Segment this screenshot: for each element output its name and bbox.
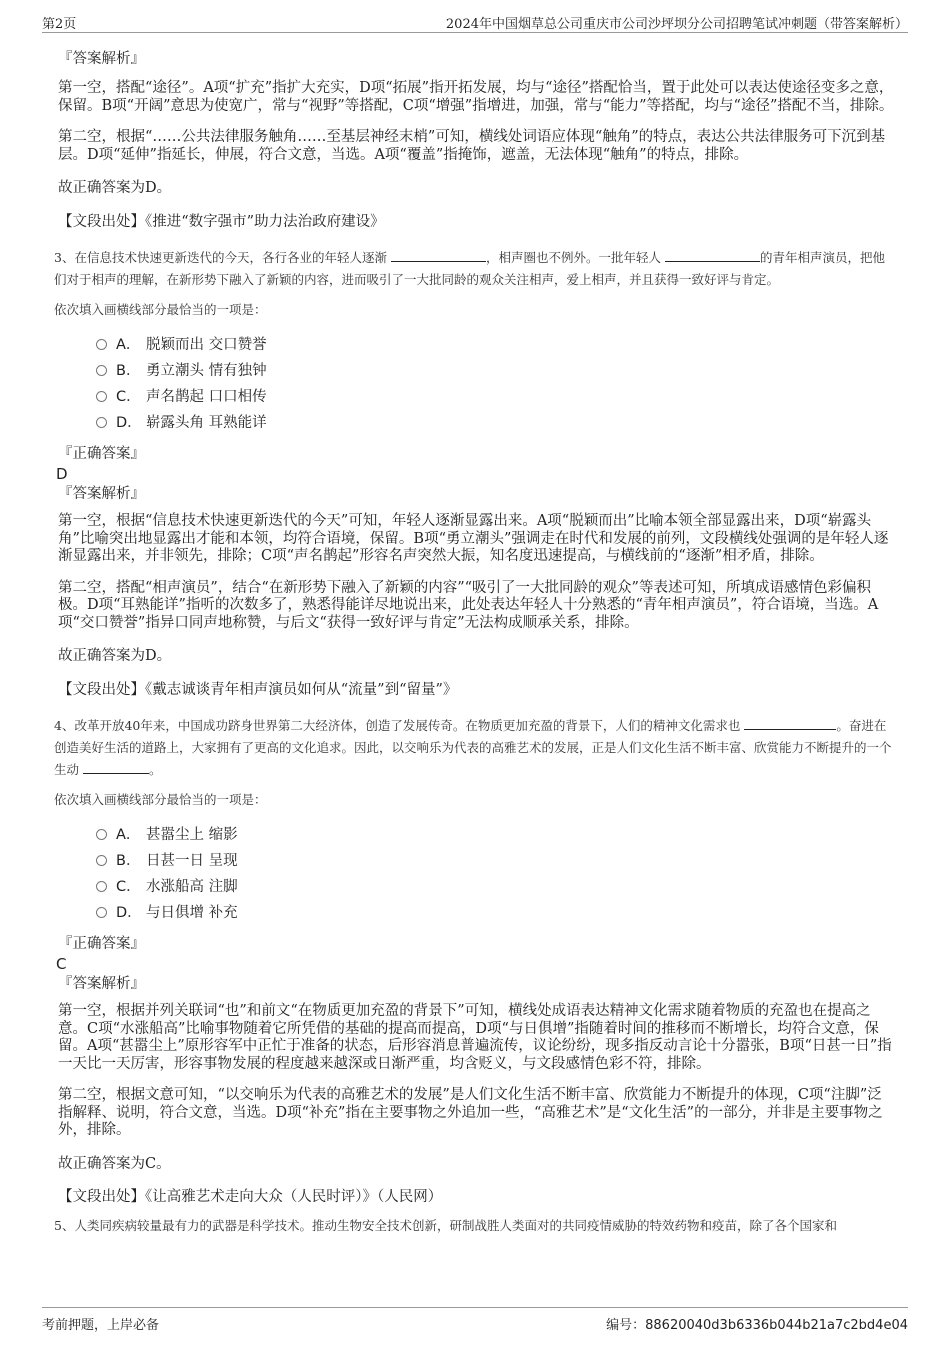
q3-stem bbox=[54, 247, 894, 291]
q3-answer: D bbox=[56, 465, 68, 483]
option-text: 日甚一日 呈现 bbox=[146, 853, 238, 869]
q2-analysis-p2: 第二空，根据“……公共法律服务触角……至基层神经末梢”可知，横线处词语应体现“触角”的特点，表达公共法律服务可下沉到基层。D项“延伸”指延长，伸展，符合文意，当选。A项“覆盖”指掩饰，遮盖，无法体现“触角”的特点，排除。 bbox=[58, 129, 886, 163]
analysis-label: 『答案解析』 bbox=[58, 486, 145, 502]
q3-source-text: 《戴志诚谈青年相声演员如何从“流量”到“留量”》 bbox=[145, 681, 458, 698]
q4-source-text: 《让高雅艺术走向大众（人民时评）》（人民网） bbox=[145, 1189, 443, 1205]
q5-stem: 5、人类同疾病较量最有力的武器是科学技术。推动生物安全技术创新，研制战胜人类面对的共同疫情威胁的特效药物和疫苗，除了各个国家和 bbox=[54, 1217, 837, 1233]
content bbox=[54, 48, 894, 1237]
option-text: 脱颖而出 交口赞誉 bbox=[146, 337, 267, 353]
q2-analysis-p1: 第一空，搭配“途径”。A项“扩充”指扩大充实，D项“拓展”指开拓发展，均与“途径”搭配恰当，置于此处可以表达使途径变多之意，保留。B项“开阔”意思为使宽广，常与“视野”等搭配，C项“增强”指增进，加强，常与“能力”等搭配，均与“途径”搭配不当，排除。 bbox=[58, 80, 894, 114]
q4-instruction: 依次填入画横线部分最恰当的一项是： bbox=[54, 792, 267, 807]
analysis-label: 『答案解析』 bbox=[58, 51, 145, 67]
correct-answer-label: 『正确答案』 bbox=[58, 446, 145, 462]
option-letter: A． bbox=[116, 827, 141, 843]
option-text: 水涨船高 注脚 bbox=[146, 879, 238, 895]
document-id bbox=[606, 1314, 908, 1333]
option-letter: D． bbox=[116, 415, 142, 431]
source-label: 【文段出处】 bbox=[58, 1189, 145, 1205]
q4-answer: C bbox=[56, 955, 67, 973]
q4-blank-2 bbox=[83, 760, 149, 774]
source-label: 【文段出处】 bbox=[58, 681, 145, 698]
document-title: 2024年中国烟草总公司重庆市公司沙坪坝分公司招聘笔试冲刺题（带答案解析） bbox=[445, 17, 908, 32]
radio-icon[interactable] bbox=[96, 391, 107, 402]
source-label: 【文段出处】 bbox=[58, 213, 145, 230]
q4-stem-part-c: 。 bbox=[149, 762, 162, 777]
option-letter: C． bbox=[116, 879, 141, 895]
document-id-label: 编号： bbox=[606, 1318, 646, 1333]
option-letter: B． bbox=[116, 853, 141, 869]
q3-options bbox=[96, 331, 894, 435]
correct-answer-label: 『正确答案』 bbox=[58, 936, 145, 952]
q4-option-c[interactable] bbox=[96, 873, 894, 899]
option-letter: C． bbox=[116, 389, 141, 405]
analysis-label: 『答案解析』 bbox=[58, 976, 145, 992]
q2-conclusion: 故正确答案为D。 bbox=[58, 180, 172, 196]
q3-source bbox=[58, 682, 894, 700]
option-text: 声名鹊起 口口相传 bbox=[146, 389, 267, 405]
option-text: 崭露头角 耳熟能详 bbox=[146, 415, 267, 431]
q3-stem-part-b: ，相声圈也不例外。一批年轻人 bbox=[485, 250, 661, 265]
q4-source bbox=[58, 1189, 894, 1207]
option-letter: B． bbox=[116, 363, 141, 379]
q3-analysis-p1: 第一空，根据“信息技术快速更新迭代的今天”可知，年轻人逐渐显露出来。A项“脱颖而出”比喻本领全部显露出来，D项“崭露头角”比喻突出地显露出才能和本领，均符合语境，保留。B项“勇立潮头”强调走在时代和发展的前列，文段横线处强调的是年轻人逐渐显露出来，并非领先，排除；C项“声名鹊起”形容名声突然大振，知名度迅速提高，与横线前的“逐渐”相矛盾，排除。 bbox=[58, 513, 889, 564]
q4-option-d[interactable] bbox=[96, 899, 894, 925]
q4-blank-1 bbox=[744, 716, 836, 730]
q3-blank-2 bbox=[665, 248, 760, 262]
q3-instruction: 依次填入画横线部分最恰当的一项是： bbox=[54, 302, 267, 317]
page-header bbox=[42, 10, 908, 33]
q4-option-b[interactable] bbox=[96, 847, 894, 873]
option-letter: A． bbox=[116, 337, 141, 353]
page-number: 第2页 bbox=[42, 17, 77, 32]
q3-option-a[interactable] bbox=[96, 331, 894, 357]
radio-icon[interactable] bbox=[96, 365, 107, 376]
q4-conclusion: 故正确答案为C。 bbox=[58, 1155, 171, 1172]
q3-analysis-p2: 第二空，搭配“相声演员”，结合“在新形势下融入了新颖的内容”“吸引了一大批同龄的观众”等表述可知，所填成语感情色彩偏积极。D项“耳熟能详”指听的次数多了，熟悉得能详尽地说出来，此处表达年轻人十分熟悉的“青年相声演员”，符合语境，当选。A项“交口赞誉”指异口同声地称赞，与后文“获得一致好评与肯定”无法构成顺承关系，排除。 bbox=[58, 579, 879, 631]
q2-source-text: 《推进“数字强市”助力法治政府建设》 bbox=[145, 213, 385, 230]
q4-stem-part-a: 4、改革开放40年来，中国成功跻身世界第二大经济体，创造了发展传奇。在物质更加充盈的背景下，人们的精神文化需求也 bbox=[54, 718, 741, 733]
radio-icon[interactable] bbox=[96, 881, 107, 892]
q3-blank-1 bbox=[391, 248, 486, 262]
q2-source bbox=[58, 214, 894, 232]
radio-icon[interactable] bbox=[96, 855, 107, 866]
q3-stem-part-c: 的青年相声演员，把他们对于相声的理解，在新形势下融入了新颖的内容，进而吸引了一大批同龄的观众关注相声，爱上相声，并且获得一致好评与肯定。 bbox=[54, 250, 885, 287]
radio-icon[interactable] bbox=[96, 417, 107, 428]
radio-icon[interactable] bbox=[96, 907, 107, 918]
q4-analysis-p1: 第一空，根据并列关联词“也”和前文“在物质更加充盈的背景下”可知，横线处成语表达精神文化需求随着物质的充盈也在提高之意。C项“水涨船高”比喻事物随着它所凭借的基础的提高而提高，D项“与日俱增”指随着时间的推移而不断增长，均符合文意，保留。A项“甚嚣尘上”原形容军中正忙于准备的状态，后形容消息普遍流传，议论纷纷，现多指反动言论十分嚣张，B项“日甚一日”指一天比一天厉害，形容事物发展的程度越来越深或日渐严重，均含贬义，与文段感情色彩不符，排除。 bbox=[58, 1003, 892, 1072]
page-footer bbox=[42, 1307, 908, 1332]
footer-slogan: 考前押题，上岸必备 bbox=[42, 1318, 160, 1333]
radio-icon[interactable] bbox=[96, 829, 107, 840]
option-text: 与日俱增 补充 bbox=[146, 905, 238, 921]
q4-option-a[interactable] bbox=[96, 821, 894, 847]
q3-stem-part-a: 3、在信息技术快速更新迭代的今天，各行各业的年轻人逐渐 bbox=[54, 250, 387, 265]
q3-option-b[interactable] bbox=[96, 357, 894, 383]
q3-option-d[interactable] bbox=[96, 409, 894, 435]
document-id-value: 88620040d3b6336b044b21a7c2bd4e04 bbox=[645, 1318, 908, 1333]
radio-icon[interactable] bbox=[96, 339, 107, 350]
option-letter: D． bbox=[116, 905, 142, 921]
q4-stem bbox=[54, 715, 894, 781]
q4-options bbox=[96, 821, 894, 925]
q3-option-c[interactable] bbox=[96, 383, 894, 409]
q4-stem-part-b: 。奋进在创造美好生活的道路上，大家拥有了更高的文化追求。因此，以交响乐为代表的高雅艺术的发展，正是人们文化生活不断丰富、欣赏能力不断提升的一个生动 bbox=[54, 718, 892, 777]
q3-conclusion: 故正确答案为D。 bbox=[58, 648, 172, 664]
option-text: 甚嚣尘上 缩影 bbox=[146, 827, 238, 843]
q4-analysis-p2: 第二空，根据文意可知，“以交响乐为代表的高雅艺术的发展”是人们文化生活不断丰富、欣赏能力不断提升的体现，C项“注脚”泛指解释、说明，符合文意，当选。D项“补充”指在主要事物之外追加一些，“高雅艺术”是“文化生活”的一部分，并非是主要事物之外，排除。 bbox=[58, 1087, 883, 1138]
option-text: 勇立潮头 情有独钟 bbox=[146, 363, 267, 379]
